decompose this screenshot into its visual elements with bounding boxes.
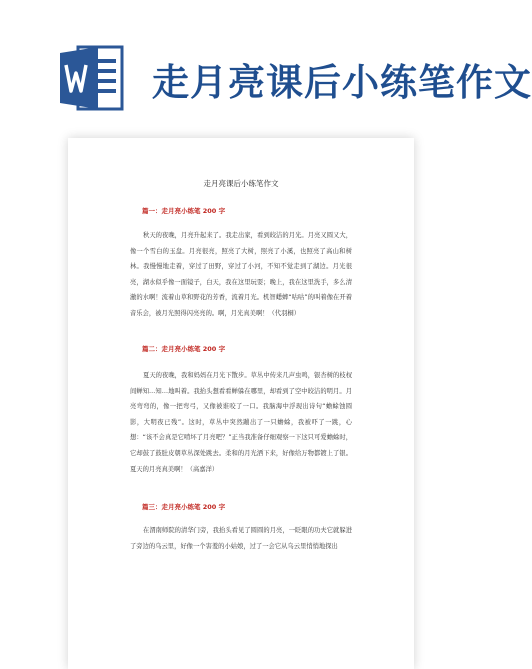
banner (0, 0, 532, 130)
word-doc-icon (60, 45, 124, 111)
document-page (68, 138, 414, 669)
section-heading-1: 篇一：走月亮小练笔 200 字 (142, 207, 226, 215)
section-heading-3: 篇三：走月亮小练笔 200 字 (142, 503, 226, 511)
banner-title: 走月亮课后小练笔作文 (152, 61, 532, 104)
section-body-3: 在渭南师院的清华门旁，我抬头看见了圆圆的月亮，一眨眼的功夫它就躲进了旁边的乌云里，好像一个害羞的小姑娘，过了一会它从乌云里悄悄地探出 (130, 527, 352, 550)
section-body-2: 夏天的夜晚，我和妈妈在月光下散步。草丛中传来几声虫鸣，银杏树的枝杈间蝉知…知…地叫着。我抬头想看看蝉躲在哪里，却看到了空中皎洁的明月。月亮弯弯的，像一把弯弓，又像被谁咬了一口。我脑海中浮现出诗句“蟾蜍蚀圆影，大明夜已残”。这时，草丛中突然蹦出了一只蟾蜍，我被吓了一跳，心想：“该不会真是它啃坏了月亮吧？”正当我准备仔细观察一下这只可爱蟾蜍时，它却鼓了鼓肚皮朝草丛深处跳去。柔和的月光洒下来，好像给万物都镀上了银。夏天的月亮真美啊！（高嘉洋） (130, 372, 352, 473)
document-title: 走月亮课后小练笔作文 (203, 179, 279, 188)
section-body-1: 秋天的夜晚，月亮升起来了。我走出家，看到皎洁的月光。月亮又圆又大，像一个雪白的玉盘。月亮很亮，照亮了大树，照亮了小溪，也照亮了高山和树林。我慢慢地走着，穿过了田野，穿过了小河，不知不觉走到了湖边。月光很亮，湖水似乎像一面镜子，白天，我在这里玩耍；晚上，我在这里洗手，多么清澈的水啊！流着山草和野花的芳香，流着月光。机智蟋蟀“咕咕”的叫着像在开着音乐会，被月光照得闪亮亮的。啊，月光真美啊！（代羽桐） (130, 232, 352, 317)
section-heading-2: 篇二：走月亮小练笔 200 字 (142, 345, 226, 353)
